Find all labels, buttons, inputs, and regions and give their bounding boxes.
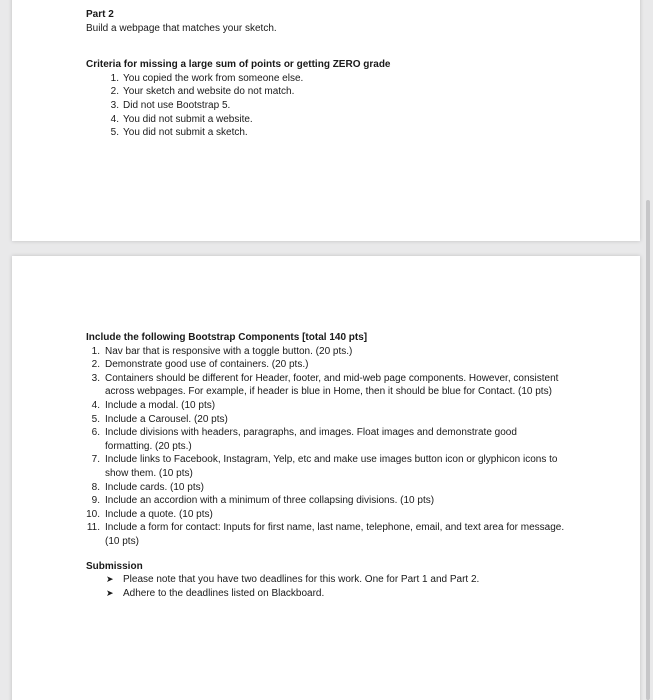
list-item-text: Demonstrate good use of containers. (20 pts.) (105, 359, 309, 371)
list-number: 1. (110, 72, 119, 84)
list-item-text: Nav bar that is responsive with a toggle button. (20 pts.) (105, 345, 353, 357)
arrowhead-bullet-icon: ➤ (106, 587, 114, 598)
list-number: 4. (110, 113, 119, 125)
list-item (86, 85, 566, 99)
list-item (86, 372, 566, 399)
list-item (86, 494, 566, 508)
page-1-content (86, 8, 566, 140)
list-item-text: Include a form for contact: Inputs for first name, last name, telephone, email, and text area for message. (10 pts) (105, 522, 565, 547)
list-item-text: Include a quote. (10 pts) (105, 508, 213, 520)
list-item-text: Please note that you have two deadlines for this work. One for Part 1 and Part 2. (123, 574, 480, 586)
list-number: 10. (86, 508, 100, 520)
list-item (86, 99, 566, 113)
criteria-list (86, 72, 566, 140)
criteria-heading: Criteria for missing a large sum of points or getting ZERO grade (86, 59, 391, 71)
submission-list (86, 573, 566, 600)
list-item-text: Adhere to the deadlines listed on Blackboard. (123, 587, 325, 599)
list-item (86, 399, 566, 413)
page-2-content (86, 331, 566, 600)
list-item (86, 453, 566, 480)
list-item-text: You did not submit a website. (123, 113, 253, 125)
list-item (86, 113, 566, 127)
list-item-text: You did not submit a sketch. (123, 127, 248, 139)
components-heading: Include the following Bootstrap Components [total 140 pts] (86, 332, 368, 343)
list-number: 2. (110, 86, 119, 98)
list-item-text: Include cards. (10 pts) (105, 481, 204, 493)
arrowhead-bullet-icon: ➤ (106, 574, 114, 585)
list-number: 1. (91, 345, 100, 357)
list-item-text: Include an accordion with a minimum of three collapsing divisions. (10 pts) (105, 495, 435, 507)
list-number: 3. (91, 372, 100, 384)
document-page-2 (12, 256, 640, 700)
list-item (86, 426, 566, 453)
list-item-text: Did not use Bootstrap 5. (123, 99, 231, 111)
list-item (86, 481, 566, 495)
list-item (86, 345, 566, 359)
list-number: 6. (91, 427, 100, 439)
list-number: 5. (91, 413, 100, 425)
list-item (86, 126, 566, 140)
list-number: 2. (91, 359, 100, 371)
list-number: 11. (86, 522, 100, 534)
list-number: 8. (91, 481, 100, 493)
list-item (86, 573, 566, 587)
list-item (86, 72, 566, 86)
list-item (86, 508, 566, 522)
part-2-subtitle: Build a webpage that matches your sketch. (86, 22, 277, 34)
components-list (86, 345, 566, 549)
list-item (86, 413, 566, 427)
spacer (86, 549, 566, 560)
list-item (86, 587, 566, 601)
part-2-title: Part 2 (86, 9, 114, 20)
list-item-text: Your sketch and website do not match. (123, 86, 295, 98)
list-item-text: Include a Carousel. (20 pts) (105, 413, 228, 425)
vertical-scrollbar[interactable] (646, 200, 650, 700)
document-page-1 (12, 0, 640, 241)
list-item (86, 358, 566, 372)
list-number: 9. (91, 495, 100, 507)
list-item-text: Containers should be different for Header, footer, and mid-web page components. However, consistent across webpages. For example, if header is blue in Home, then it should be blue for Contact. (10 pts) (105, 372, 559, 398)
list-number: 3. (110, 99, 119, 111)
spacer (86, 35, 566, 58)
list-number: 7. (91, 454, 100, 466)
list-item-text: Include a modal. (10 pts) (105, 399, 216, 411)
list-item-text: Include divisions with headers, paragraphs, and images. Float images and demonstrate good formatting. (20 pts.) (105, 427, 517, 452)
list-number: 5. (110, 127, 119, 139)
submission-heading: Submission (86, 560, 143, 572)
list-item-text: Include links to Facebook, Instagram, Yelp, etc and make use images button icon or glyphicon icons to show them. (10 pts) (105, 454, 558, 479)
list-item-text: You copied the work from someone else. (123, 72, 304, 84)
list-number: 4. (91, 399, 100, 411)
list-item (86, 521, 566, 548)
